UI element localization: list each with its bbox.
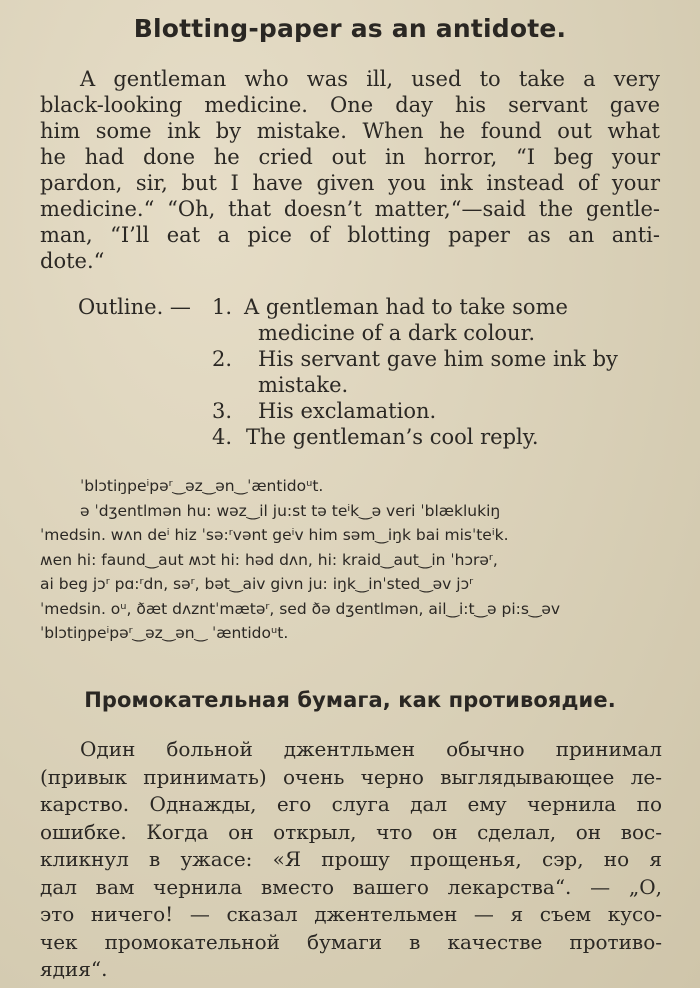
- outline-item-line: mistake.: [258, 373, 349, 397]
- outline-number: 1.: [212, 295, 233, 319]
- phonetic-line: ə ˈdʒentlmən hu: wəz‿il ju:st tə teⁱk‿ə veri ˈblæklukiŋ: [80, 501, 501, 520]
- story-line: man, “I’ll eat a pice of blotting paper as an anti-: [40, 223, 660, 247]
- phonetic-line: ʍen hi: faund‿aut ʍɔt hi: həd dʌn, hi: kraid‿aut‿in ˈhɔrəʳ,: [40, 550, 498, 569]
- story-line: dote.“: [40, 249, 105, 273]
- outline-number: 3.: [212, 399, 233, 423]
- phonetic-line: ˈblɔtiŋpeⁱpəʳ‿əz‿ən‿ ˈæntidoᵘt.: [40, 624, 289, 642]
- outline-number: 2.: [212, 347, 233, 371]
- story-line: pardon, sir, but I have given you ink instead of your: [40, 171, 660, 195]
- story-line: he had done he cried out in horror, “I beg your: [40, 145, 660, 169]
- russian-line: ядия“.: [40, 957, 108, 981]
- outline-item-line: medicine of a dark colour.: [258, 321, 535, 345]
- outline-label: Outline. —: [78, 295, 191, 319]
- russian-line: (привык принимать) очень черно выглядывающее ле-: [40, 764, 662, 789]
- phonetic-line: ˈblɔtiŋpeⁱpəʳ‿əz‿ən‿ˈæntidoᵘt.: [80, 477, 324, 495]
- russian-line: Один больной джентльмен обычно принимал: [80, 737, 662, 761]
- phonetic-line: ˈmedsin. oᵘ, ðæt dʌzntˈmætəʳ, sed ðə dʒentlmən, ail‿i:t‿ə pi:s‿əv: [40, 599, 561, 618]
- outline-item-line: His servant gave him some ink by: [258, 347, 618, 371]
- russian-line: дал вам чернила вместо вашего лекарства“. — „О,: [40, 874, 662, 899]
- story-line: black-looking medicine. One day his servant gave: [40, 93, 660, 117]
- russian-translation: [40, 736, 662, 984]
- phonetic-line: ˈmedsin. wʌn deⁱ hiz ˈsə:ʳvənt geⁱv him səm‿iŋk bai misˈteⁱk.: [40, 526, 509, 544]
- russian-line: кликнул в ужасе: «Я прошу прощенья, сэр, но я: [40, 847, 662, 871]
- phonetic-line: ai beg jɔʳ pɑ:ʳdn, səʳ, bət‿aiv givn ju: iŋk‿inˈsted‿əv jɔʳ: [40, 575, 474, 593]
- russian-line: ошибке. Когда он открыл, что он сделал, он вос-: [40, 819, 662, 844]
- russian-title: Промокательная бумага, как противоядие.: [84, 688, 616, 712]
- outline-number: 4.: [212, 425, 233, 449]
- phonetic-transcription: [40, 474, 665, 646]
- russian-line: карство. Однажды, его слуга дал ему чернила по: [40, 792, 662, 816]
- russian-line: чек промокательной бумаги в качестве противо-: [40, 929, 662, 954]
- story-line: A gentleman who was ill, used to take a very: [80, 67, 660, 91]
- english-story: [40, 66, 660, 274]
- russian-line: это ничего! — сказал джентельмен — я съем кусо-: [40, 902, 662, 926]
- story-line: him some ink by mistake. When he found out what: [40, 119, 660, 143]
- outline-item-line: His exclamation.: [258, 399, 437, 423]
- story-line: medicine.“ “Oh, that doesn’t matter,“—said the gentle-: [40, 197, 660, 221]
- english-title: Blotting-paper as an antidote.: [133, 14, 567, 43]
- outline-item-line: The gentleman’s cool reply.: [246, 425, 539, 449]
- outline-item-line: A gentleman had to take some: [244, 295, 568, 319]
